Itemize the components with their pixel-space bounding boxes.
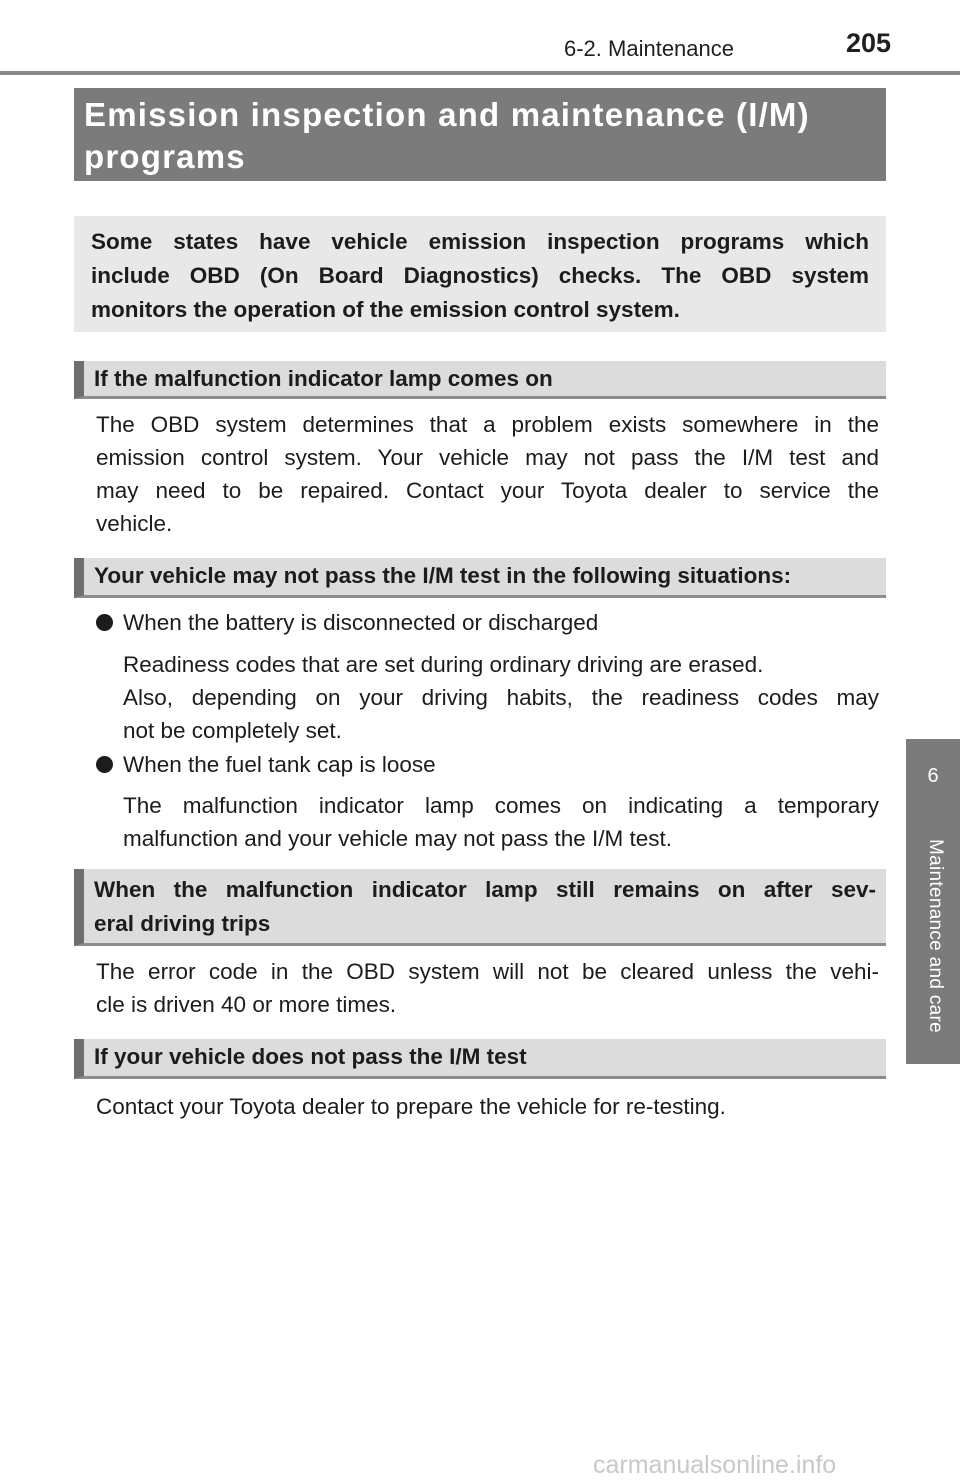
subheading-situations <box>74 558 886 598</box>
header-section-label: 6-2. Maintenance <box>564 36 734 61</box>
bullet-battery-detail-3: not be completely set. <box>123 718 342 743</box>
subheading-does-not-pass <box>74 1039 886 1079</box>
chapter-label: Maintenance and care <box>925 839 946 1034</box>
bullet-battery-detail-1: Readiness codes that are set during ordinary driving are erased. <box>123 652 764 677</box>
subheading-text: If your vehicle does not pass the I/M test <box>94 1044 527 1069</box>
bullet-battery <box>96 606 879 639</box>
header-rule <box>0 71 960 75</box>
para-malfunction-lamp-1: The OBD system determines that a problem exists somewhere in the <box>96 412 879 437</box>
subheading-text: Your vehicle may not pass the I/M test in the following situations: <box>94 563 792 588</box>
bullet-dot-icon <box>96 756 113 773</box>
chapter-number: 6 <box>927 765 939 787</box>
intro-line-3: monitors the operation of the emission control system. <box>91 297 680 322</box>
bullet-fuel-cap <box>96 748 879 781</box>
para-does-not-pass-1: Contact your Toyota dealer to prepare the vehicle for re-testing. <box>96 1094 726 1119</box>
subheading-lamp-remains-on <box>74 869 886 946</box>
subheading-text-line-2: eral driving trips <box>94 911 271 936</box>
bullet-fuel-cap-detail-1: The malfunction indicator lamp comes on indicating a temporary <box>123 793 879 818</box>
para-lamp-remains-on-1: The error code in the OBD system will not be cleared unless the vehi- <box>96 959 879 984</box>
subheading-text-line-1: When the malfunction indicator lamp still remains on after sev- <box>94 877 876 902</box>
page-number: 205 <box>846 28 892 58</box>
subheading-malfunction-lamp <box>74 361 886 399</box>
intro-line-1: Some states have vehicle emission inspection programs which <box>91 229 869 254</box>
para-malfunction-lamp-4: vehicle. <box>96 511 173 536</box>
watermark: carmanualsonline.info <box>593 1451 837 1479</box>
page-title-line-1: Emission inspection and maintenance (I/M) <box>84 96 810 133</box>
bullet-dot-icon <box>96 614 113 631</box>
page-title-box <box>74 88 886 181</box>
para-malfunction-lamp-2: emission control system. Your vehicle may not pass the I/M test and <box>96 445 879 470</box>
bullet-battery-detail-2: Also, depending on your driving habits, the readiness codes may <box>123 685 879 710</box>
intro-line-2: include OBD (On Board Diagnostics) checks. The OBD system <box>91 263 869 288</box>
bullet-fuel-cap-detail-2: malfunction and your vehicle may not pass the I/M test. <box>123 826 673 851</box>
chapter-side-tab <box>906 739 960 1064</box>
para-malfunction-lamp-3: may need to be repaired. Contact your Toyota dealer to service the <box>96 478 879 503</box>
subheading-text: If the malfunction indicator lamp comes on <box>94 366 553 391</box>
para-lamp-remains-on-2: cle is driven 40 or more times. <box>96 992 397 1017</box>
bullet-title: When the battery is disconnected or discharged <box>123 610 599 635</box>
page-title-line-2: programs <box>84 138 246 175</box>
bullet-title: When the fuel tank cap is loose <box>123 752 436 777</box>
intro-box <box>74 216 886 332</box>
